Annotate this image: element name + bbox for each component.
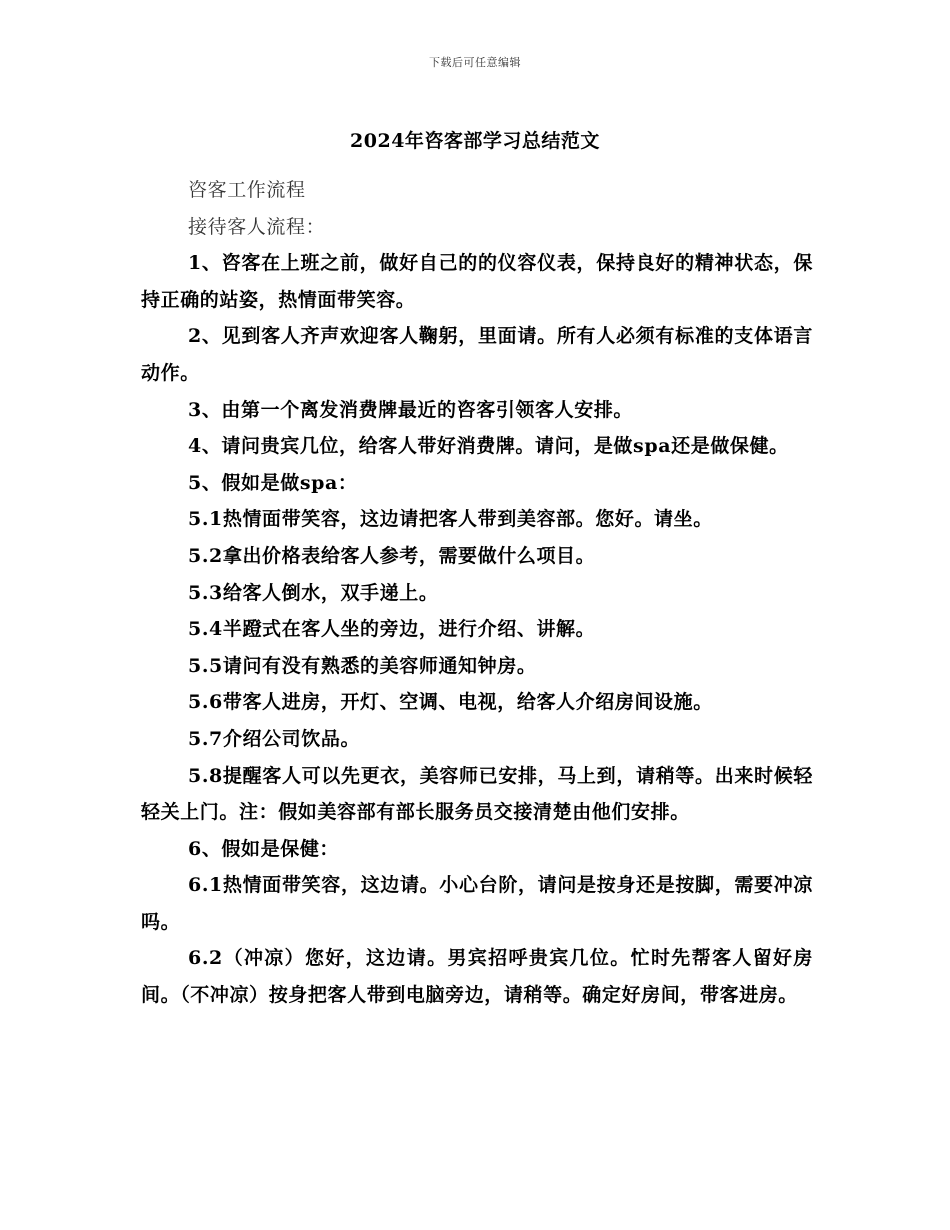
header-note: 下载后可任意编辑 bbox=[429, 56, 521, 69]
subsection-heading: 接待客人流程： bbox=[188, 215, 326, 238]
paragraph: 3、由第一个离发消费牌最近的咨客引领客人安排。 bbox=[188, 398, 634, 421]
paragraph: 5.7介绍公司饮品。 bbox=[188, 727, 361, 750]
paragraph: 2、见到客人齐声欢迎客人鞠躬，里面请。所有人必须有标准的支体语言动作。 bbox=[141, 325, 813, 384]
paragraph: 6.1热情面带笑容，这边请。小心台阶，请问是按身还是按脚，需要冲凉吗。 bbox=[141, 874, 813, 933]
paragraph: 6、假如是保健： bbox=[188, 837, 340, 860]
section-heading: 咨客工作流程 bbox=[188, 179, 306, 201]
paragraph: 5.2拿出价格表给客人参考，需要做什么项目。 bbox=[188, 544, 596, 567]
paragraph: 5.6带客人进房，开灯、空调、电视，给客人介绍房间设施。 bbox=[188, 691, 713, 714]
document-title: 2024年咨客部学习总结范文 bbox=[350, 130, 600, 152]
paragraph: 5.5请问有没有熟悉的美容师通知钟房。 bbox=[188, 654, 537, 677]
paragraph: 5、假如是做spa： bbox=[188, 471, 358, 494]
paragraph: 6.2（冲凉）您好，这边请。男宾招呼贵宾几位。忙时先帮客人留好房间。（不冲凉）按身把客人带到电脑旁边，请稍等。确定好房间，带客进房。 bbox=[141, 947, 813, 1007]
paragraph: 5.3给客人倒水，双手递上。 bbox=[188, 581, 439, 604]
paragraph: 5.4半蹬式在客人坐的旁边，进行介绍、讲解。 bbox=[188, 618, 596, 641]
paragraph: 5.1热情面带笑容，这边请把客人带到美容部。您好。请坐。 bbox=[188, 508, 713, 531]
paragraph: 1、咨客在上班之前，做好自己的的仪容仪表，保持良好的精神状态，保持正确的站姿，热情面带笑容。 bbox=[141, 252, 813, 311]
paragraph: 5.8提醒客人可以先更衣，美容师已安排，马上到，请稍等。出来时候轻轻关上门。注：假如美容部有部长服务员交接清楚由他们安排。 bbox=[141, 764, 813, 824]
paragraph: 4、请问贵宾几位，给客人带好消费牌。请问，是做spa还是做保健。 bbox=[188, 435, 789, 458]
document-body bbox=[141, 172, 813, 1014]
